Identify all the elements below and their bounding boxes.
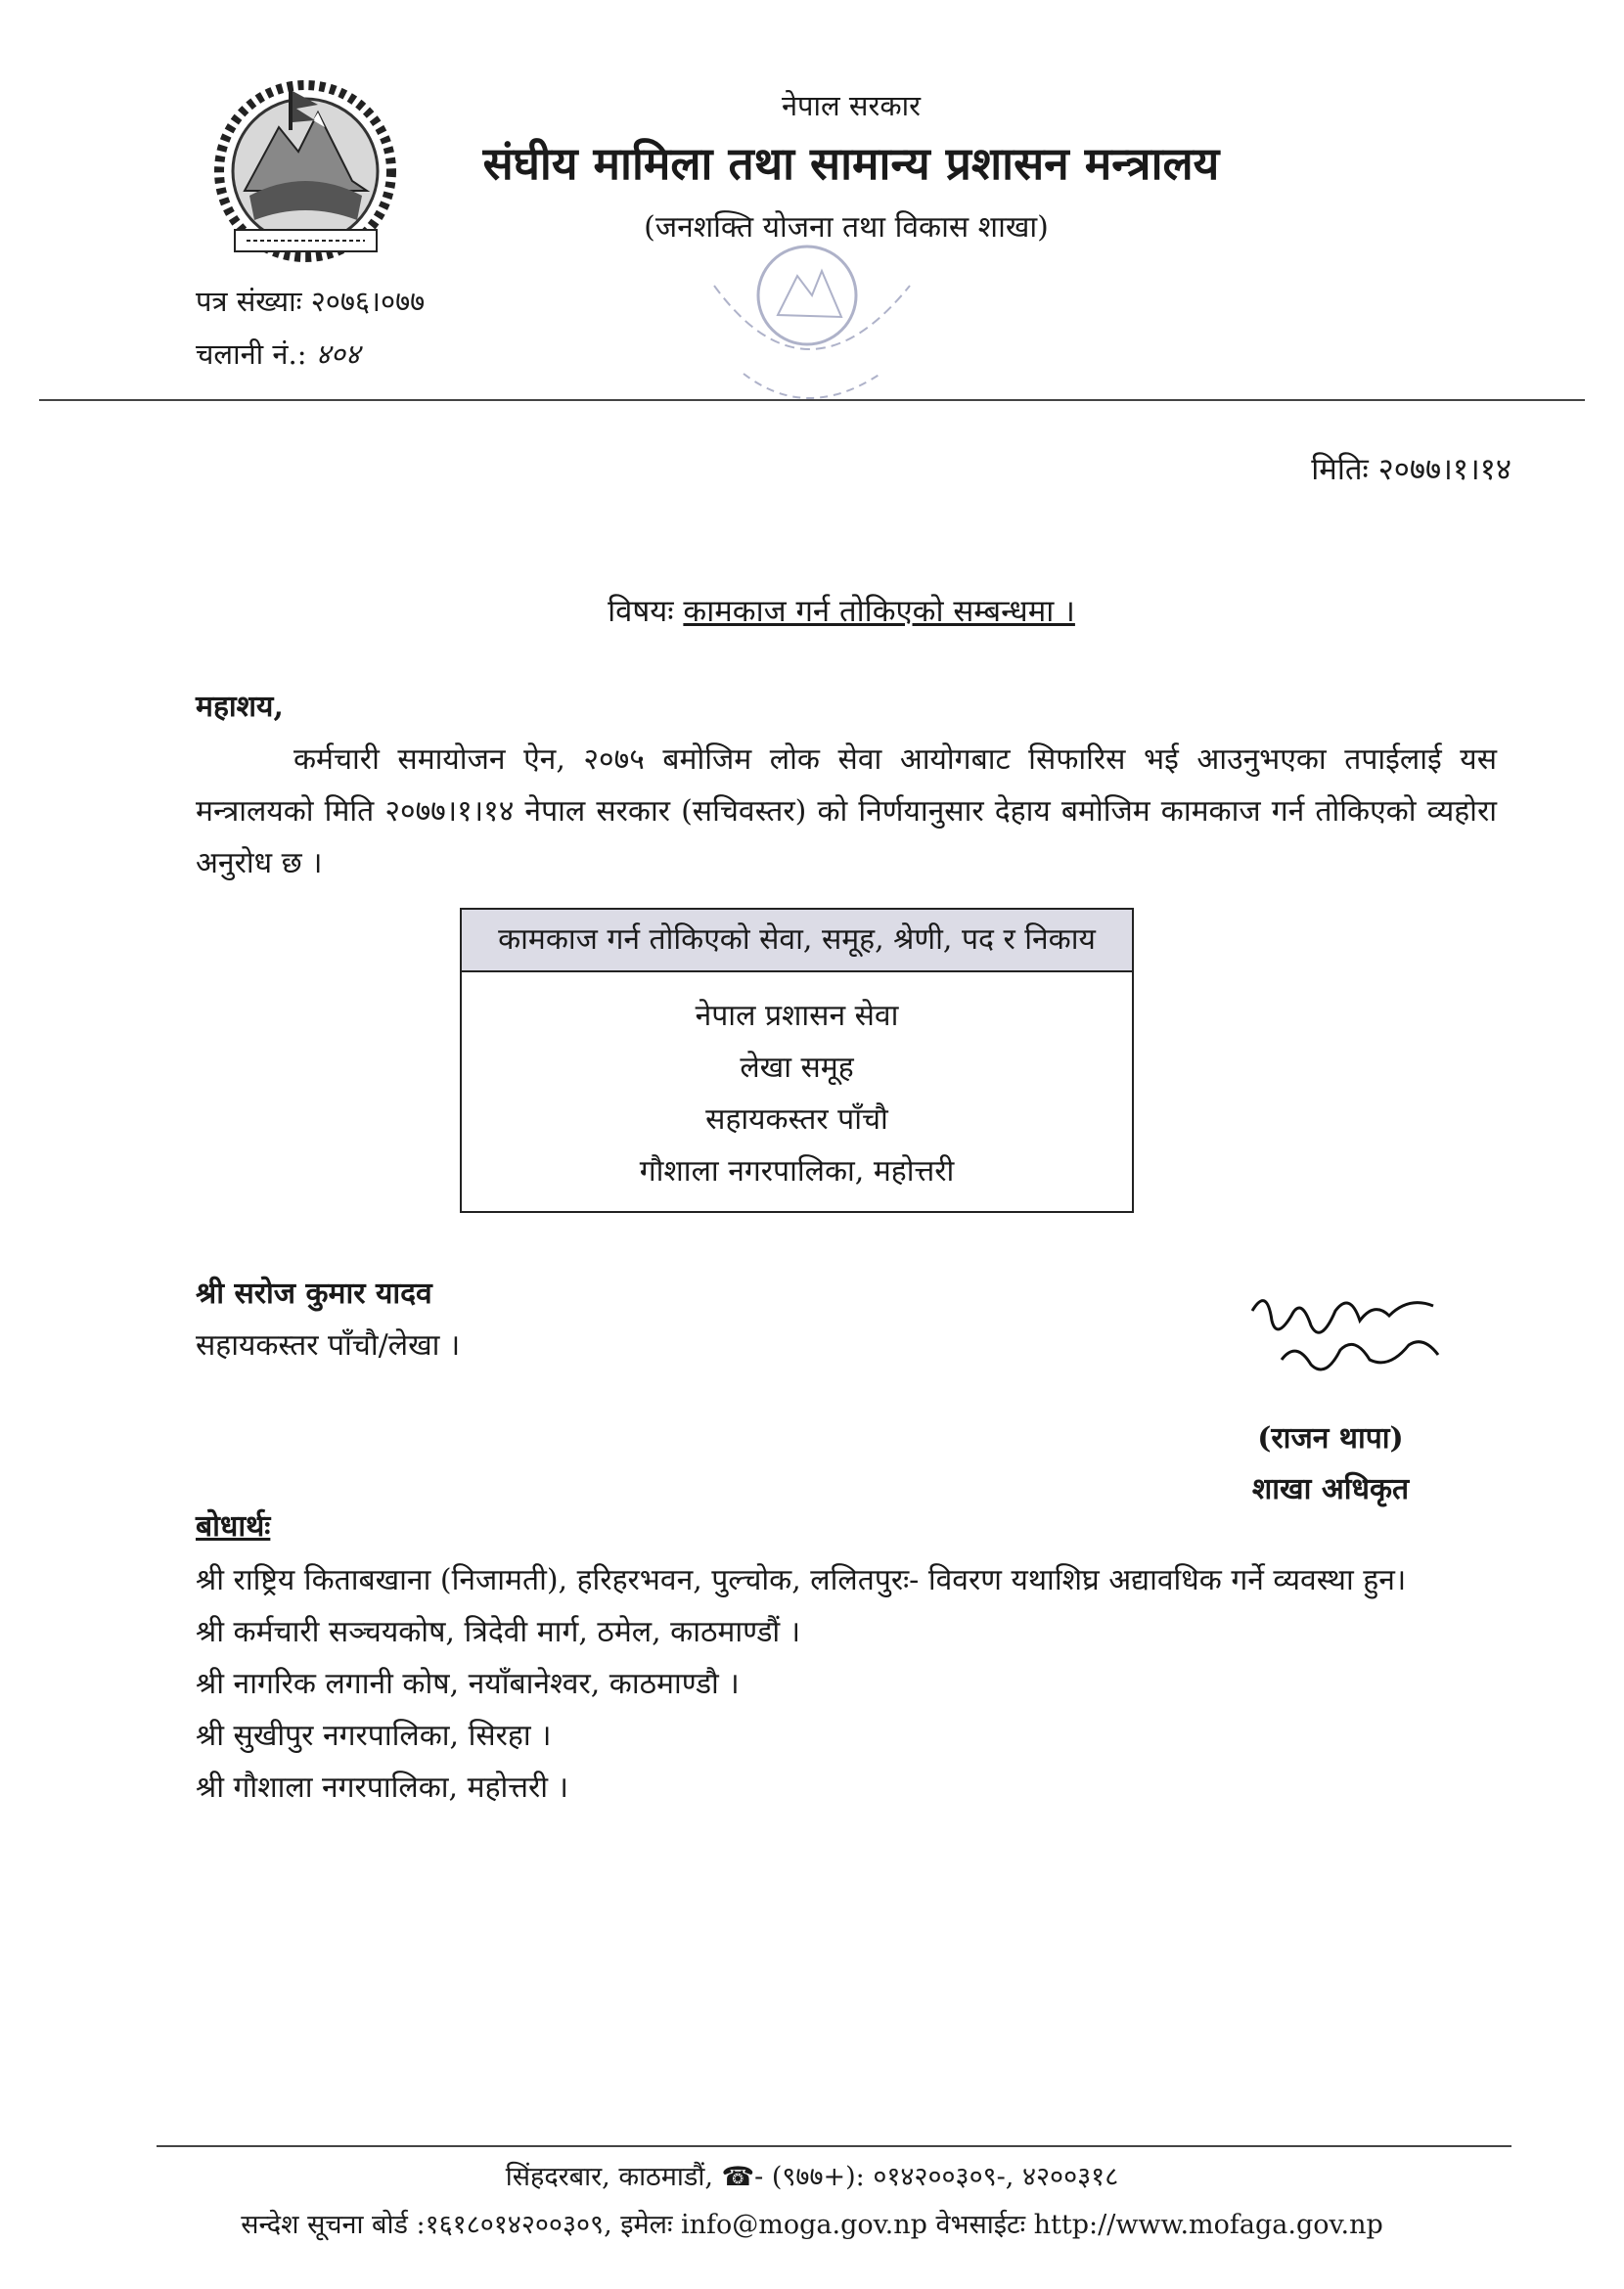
table-row: लेखा समूह [740,1051,854,1085]
dispatch-number-value: ४०४ [315,337,360,371]
body-paragraph: कर्मचारी समायोजन ऐन, २०७५ बमोजिम लोक सेवा आयोगबाट सिफारिस भई आउनुभएका तपाईलाई यस मन्त्रालयको मिति २०७७।१।१४ नेपाल सरकार (सचिवस्तर) को निर्णयानुसार देहाय बमोजिम कामकाज गर्न तोकिएको व्यहोरा अनुरोध छ । [196,742,1497,880]
letter-number-value: २०७६।०७७ [310,285,426,318]
table-row: नेपाल प्रशासन सेवा [695,999,899,1033]
signatory-title: शाखा अधिकृत [1251,1472,1410,1506]
division-name: (जनशक्ति योजना तथा विकास शाखा) [644,210,1049,245]
list-item: श्री सुखीपुर नगरपालिका, सिरहा । [196,1719,552,1753]
assignment-table [460,908,1134,1213]
letter-date: मितिः २०७७।१।१४ [1311,452,1511,487]
subject-label: विषयः [608,594,674,629]
footer-divider [157,2145,1511,2147]
subject-line [0,590,1624,631]
list-item: श्री नागरिक लगानी कोष, नयाँबानेश्वर, काठमाण्डौ । [196,1667,740,1701]
footer-address: सिंहदरबार, काठमाडौं, ☎- (९७७+): ०१४२००३०९-, ४२००३१८ [505,2162,1119,2192]
office-stamp-icon [675,227,939,432]
assignment-table-header: कामकाज गर्न तोकिएको सेवा, समूह, श्रेणी, पद र निकाय [462,910,1132,972]
cc-label: बोधार्थः [196,1509,271,1544]
signatory-name: (राजन थापा) [1257,1421,1404,1456]
assignment-table-body [462,972,1132,1211]
list-item: श्री राष्ट्रिय किताबखाना (निजामती), हरिहरभवन, पुल्चोक, ललितपुरः- विवरण यथाशिघ्र अद्यावधिक गर्ने व्यवस्था हुन। [196,1563,1407,1597]
government-name: नेपाल सरकार [781,89,922,122]
table-row: गौशाला नगरपालिका, महोत्तरी [639,1154,955,1189]
letter-number-label: पत्र संख्याः [196,285,302,318]
footer-contact: सन्देश सूचना बोर्ड :१६१८०१४२००३०९, इमेलः info@moga.gov.np वेभसाईटः http://www.mofaga.gov.np [241,2210,1383,2240]
letter-number [196,282,425,320]
list-item: श्री गौशाला नगरपालिका, महोत्तरी । [196,1771,568,1805]
subject-text: कामकाज गर्न तोकिएको सम्बन्धमा । [683,594,1075,629]
dispatch-number [196,335,360,373]
signature-icon [1242,1281,1448,1389]
addressee-post: सहायकस्तर पाँचौ/लेखा । [196,1328,461,1363]
dispatch-number-label: चलानी नं.: [196,337,307,371]
salutation: महाशय, [196,690,284,724]
table-row: सहायकस्तर पाँचौ [705,1102,888,1137]
list-item: श्री कर्मचारी सञ्चयकोष, त्रिदेवी मार्ग, ठमेल, काठमाण्डौं । [196,1615,801,1649]
ministry-title: संघीय मामिला तथा सामान्य प्रशासन मन्त्रालय [482,137,1220,190]
addressee-name: श्री सरोज कुमार यादव [196,1277,432,1311]
header-divider [39,399,1585,401]
